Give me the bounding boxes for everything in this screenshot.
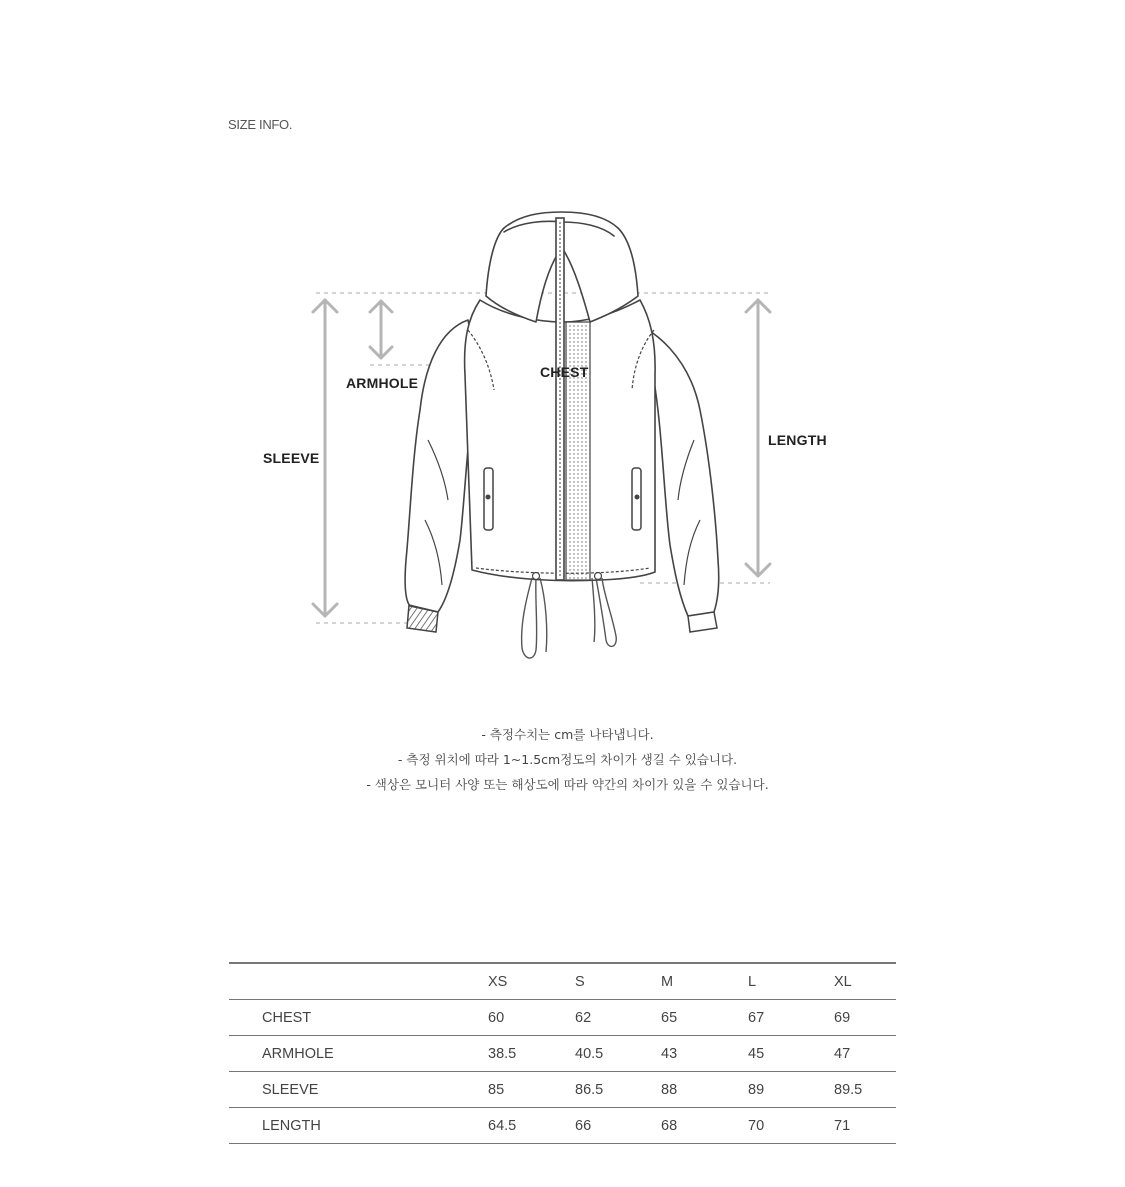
table-cell: 66 xyxy=(575,1117,592,1134)
size-header: L xyxy=(748,973,757,990)
table-cell: 64.5 xyxy=(488,1117,517,1134)
row-label: CHEST xyxy=(262,1009,312,1026)
table-cell: 70 xyxy=(748,1117,765,1134)
note-line: - 측정 위치에 따라 1~1.5cm정도의 차이가 생길 수 있습니다. xyxy=(397,752,738,767)
table-cell: 71 xyxy=(834,1117,851,1134)
note-line: - 색상은 모니터 사양 또는 해상도에 따라 약간의 차이가 있을 수 있습니다. xyxy=(366,777,769,792)
size-header: S xyxy=(575,973,585,990)
size-header: M xyxy=(661,973,674,990)
table-cell: 89.5 xyxy=(834,1081,863,1098)
size-header: XL xyxy=(834,973,852,990)
length-label: LENGTH xyxy=(768,432,827,448)
table-row xyxy=(229,1036,896,1072)
table-cell: 88 xyxy=(661,1081,678,1098)
table-row xyxy=(229,1000,896,1036)
table-cell: 67 xyxy=(748,1009,765,1026)
table-cell: 65 xyxy=(661,1009,678,1026)
table-cell: 38.5 xyxy=(488,1045,517,1062)
placket-panel xyxy=(566,322,590,580)
size-table xyxy=(229,962,896,1144)
armhole-label: ARMHOLE xyxy=(346,375,419,391)
table-corner xyxy=(229,963,488,1000)
row-label: ARMHOLE xyxy=(262,1045,334,1062)
table-cell: 89 xyxy=(748,1081,765,1098)
section-title: SIZE INFO. xyxy=(228,117,293,132)
table-cell: 60 xyxy=(488,1009,505,1026)
table-row xyxy=(229,1072,896,1108)
row-label: SLEEVE xyxy=(262,1081,319,1098)
table-cell: 43 xyxy=(661,1045,678,1062)
table-cell: 85 xyxy=(488,1081,505,1098)
table-cell: 69 xyxy=(834,1009,851,1026)
table-cell: 47 xyxy=(834,1045,851,1062)
table-cell: 40.5 xyxy=(575,1045,604,1062)
table-cell: 86.5 xyxy=(575,1081,604,1098)
size-header: XS xyxy=(488,973,508,990)
table-cell: 68 xyxy=(661,1117,678,1134)
chest-label: CHEST xyxy=(540,364,589,380)
table-cell: 45 xyxy=(748,1045,765,1062)
measurement-notes xyxy=(0,722,1125,797)
size-header-row xyxy=(229,963,896,1000)
right-cuff xyxy=(688,612,717,632)
sleeve-label: SLEEVE xyxy=(263,450,320,466)
note-line: - 측정수치는 cm를 나타냅니다. xyxy=(481,727,654,742)
table-cell: 62 xyxy=(575,1009,592,1026)
row-label: LENGTH xyxy=(262,1117,321,1134)
table-row xyxy=(229,1108,896,1144)
